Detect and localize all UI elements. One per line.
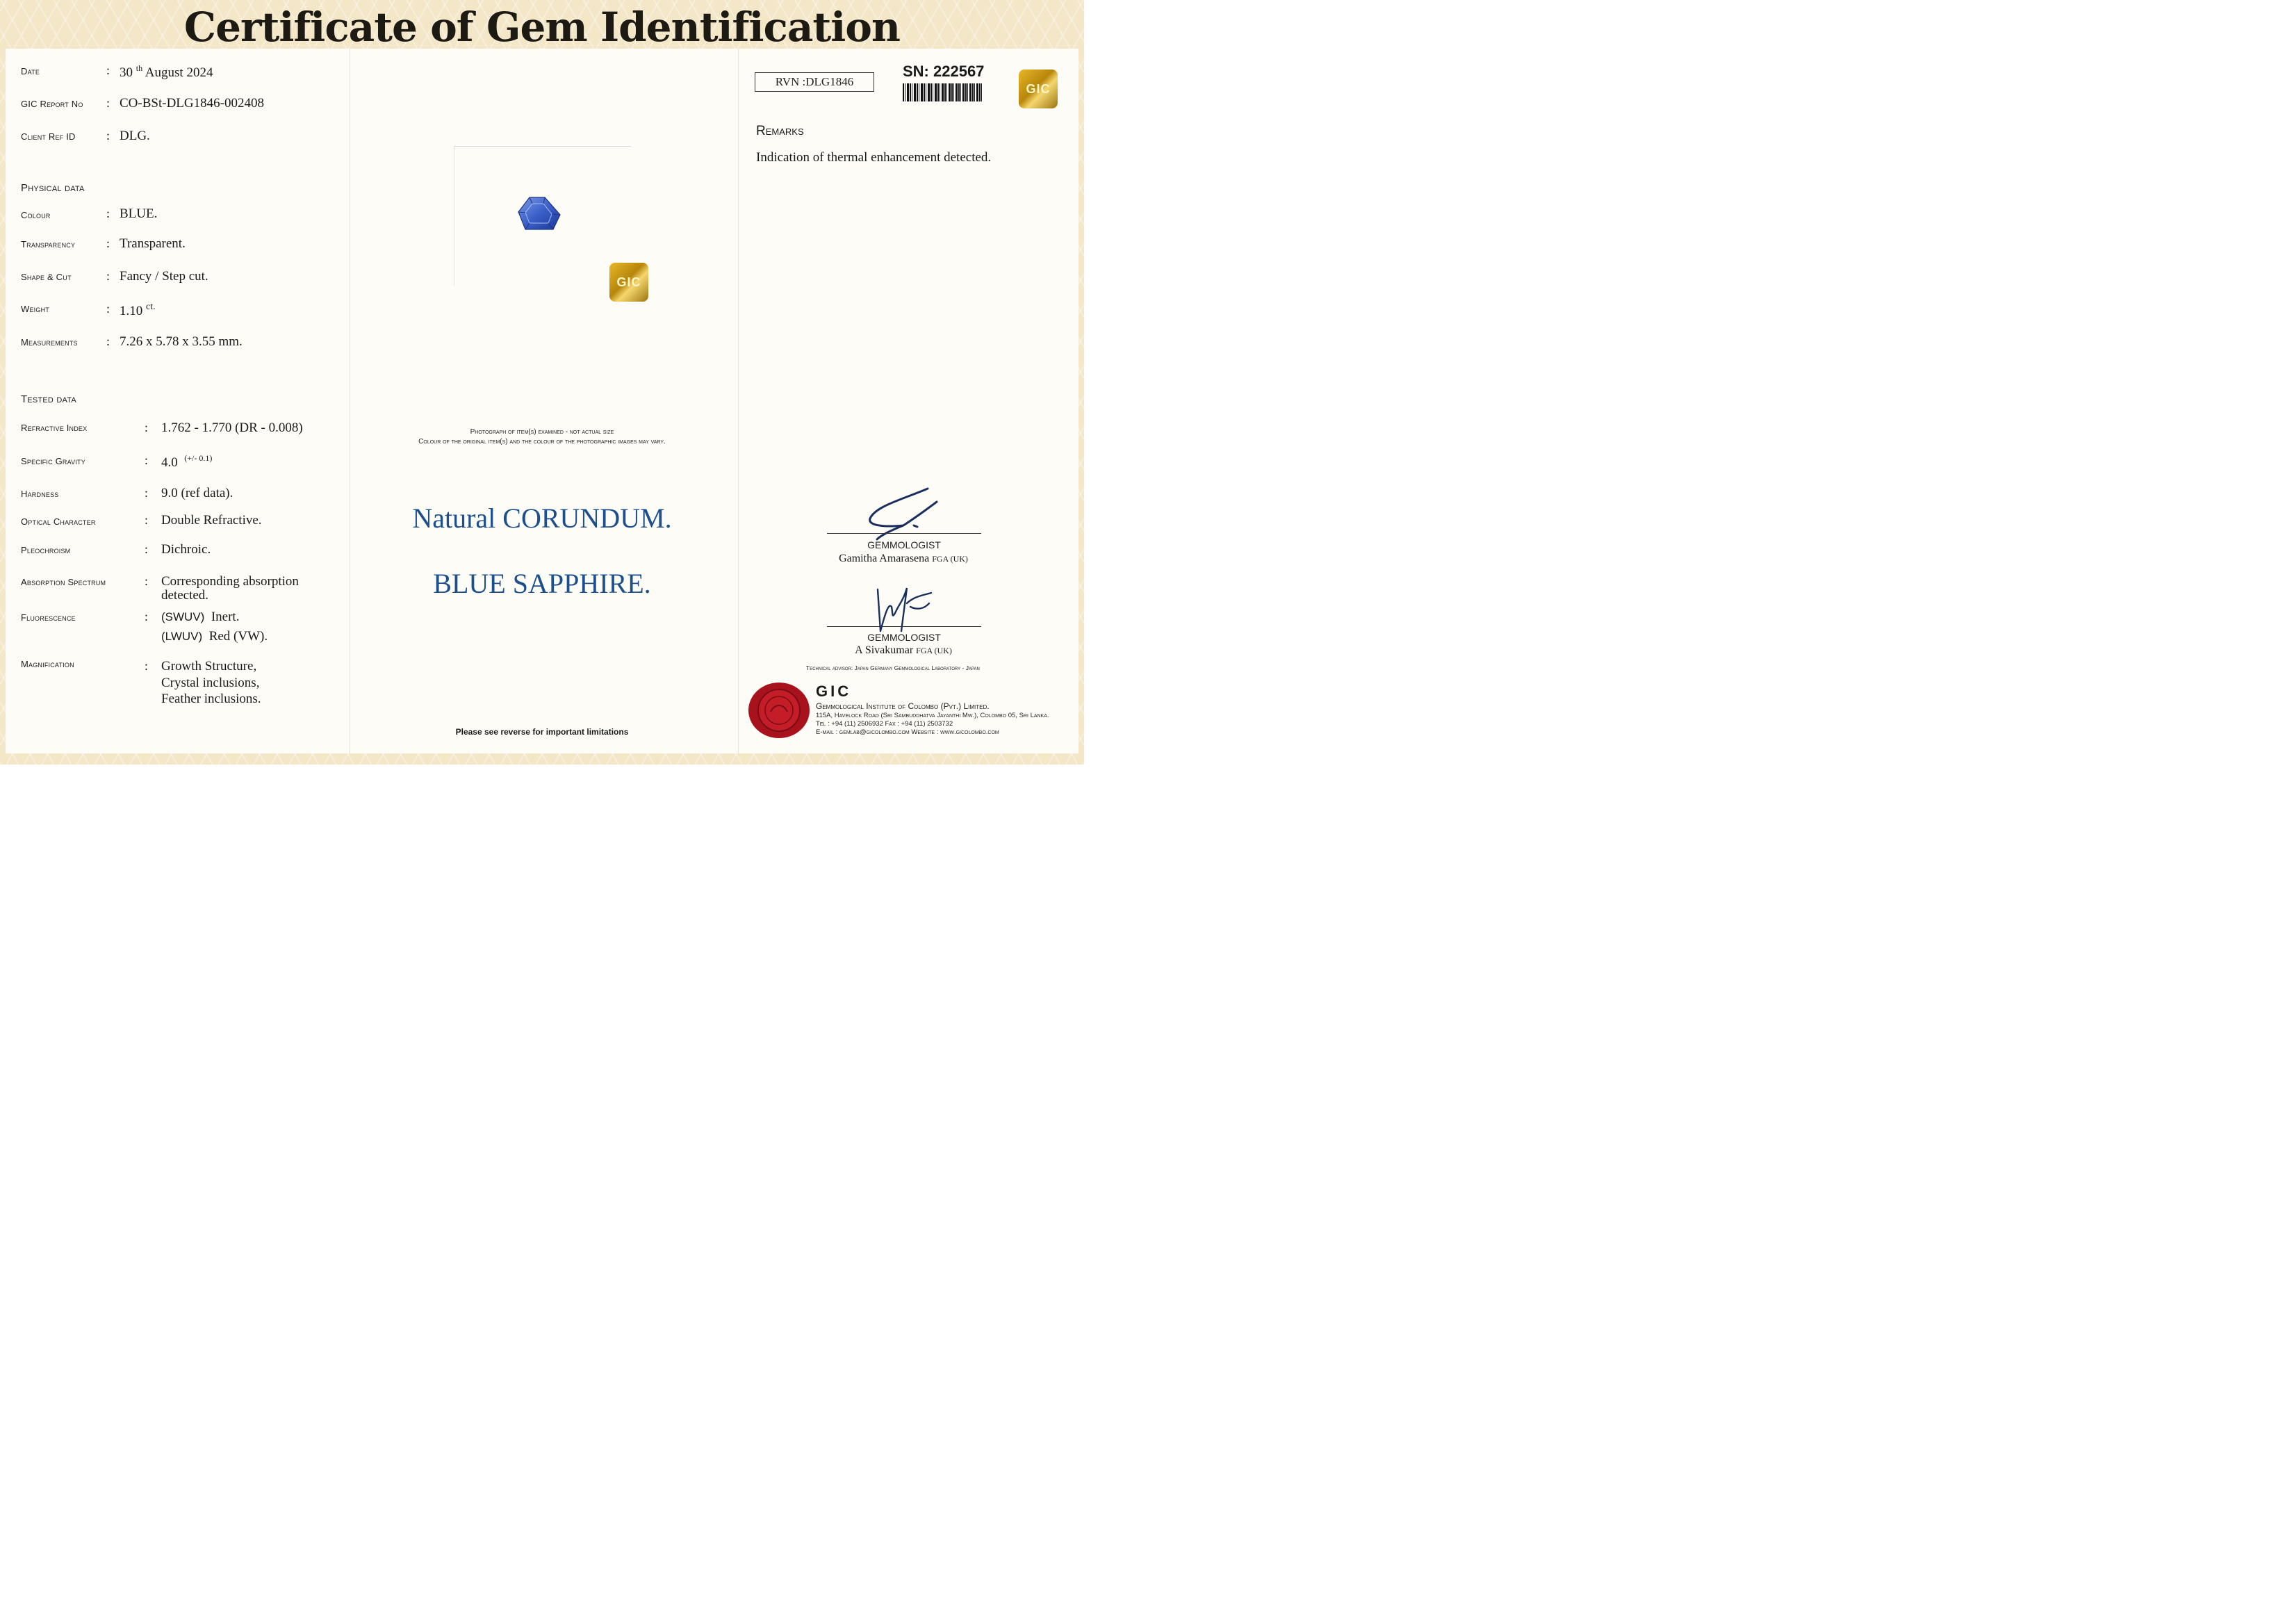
pleochroism-label: Pleochroism	[21, 545, 71, 555]
colon: :	[106, 334, 110, 348]
certificate	[0, 0, 1084, 765]
client-ref-value: DLG.	[120, 129, 150, 143]
org-address: 115A, Havelock Road (Sri Sambuddhatva Jayanthi Mw.), Colombo 05, Sri Lanka.	[816, 712, 1049, 719]
report-no-value: CO-BSt-DLG1846-002408	[120, 96, 264, 111]
colour-label: Colour	[21, 210, 51, 220]
hardness-value: 9.0 (ref data).	[161, 486, 233, 500]
gemmologist-1-name: Gamitha Amarasena FGA (UK)	[839, 553, 968, 564]
colon: :	[106, 206, 110, 220]
sg-label: Specific Gravity	[21, 456, 85, 466]
remarks-text: Indication of thermal enhancement detected.	[756, 150, 992, 165]
gemstone-image	[517, 195, 561, 231]
optical-label: Optical Character	[21, 516, 96, 527]
signature-1	[862, 485, 945, 541]
gic-hologram-top: GIC	[1019, 70, 1058, 108]
colon: :	[145, 486, 149, 500]
signature-line-2	[827, 626, 981, 627]
weight-label: Weight	[21, 304, 49, 314]
result-variety: BLUE SAPPHIRE.	[433, 568, 651, 599]
gic-logo-text: GIC	[816, 683, 852, 700]
absorption-label: Absorption Spectrum	[21, 577, 106, 587]
org-phone: Tel : +94 (11) 2506932 Fax : +94 (11) 2503732	[816, 720, 953, 728]
hardness-label: Hardness	[21, 489, 59, 499]
fluorescence-lwuv: (LWUV) Red (VW).	[161, 629, 268, 644]
colon: :	[106, 236, 110, 250]
magnification-value-3: Feather inclusions.	[161, 692, 261, 706]
fluorescence-label: Fluorescence	[21, 612, 76, 623]
technical-advisor: Technical advisor: Japan Germany Gemmological Laboratory - Japan	[806, 664, 980, 671]
colon: :	[145, 453, 149, 467]
org-name: Gemmological Institute of Colombo (Pvt.) Limited.	[816, 701, 990, 711]
gemmologist-2-name: A Sivakumar FGA (UK)	[855, 644, 952, 656]
date-value: 30 $^{th}$ August 2024	[120, 63, 213, 80]
ri-value: 1.762 - 1.770 (DR - 0.008)	[161, 420, 303, 435]
client-ref-label: Client Ref ID	[21, 131, 76, 142]
colon: :	[106, 129, 110, 142]
absorption-value-1: Corresponding absorption	[161, 574, 299, 589]
fluorescence-swuv: (SWUV) Inert.	[161, 610, 240, 624]
report-no-label: GIC Report No	[21, 99, 83, 109]
colon: :	[106, 302, 110, 316]
photo-caption-1: Photograph of item(s) examined - not actual size	[470, 428, 614, 436]
magnification-value-1: Growth Structure,	[161, 659, 257, 673]
photo-caption-2: Colour of the original item(s) and the colour of the photographic images may vary.	[418, 438, 666, 446]
colon: :	[145, 513, 149, 527]
colon: :	[145, 610, 149, 623]
reverse-note: Please see reverse for important limitations	[455, 727, 629, 737]
colon: :	[106, 63, 110, 77]
colon: :	[106, 269, 110, 283]
signature-line-1	[827, 533, 981, 534]
rvn-box: RVN :DLG1846	[755, 72, 874, 92]
measurements-label: Measurements	[21, 337, 78, 348]
remarks-heading: Remarks	[756, 124, 804, 138]
weight-value: 1.10 $^{ct.}$	[120, 302, 156, 318]
signature-2	[865, 582, 942, 638]
org-email: E-mail : gemlab@gicolombo.com Website : www.gicolombo.com	[816, 728, 999, 736]
absorption-value-2: detected.	[161, 588, 209, 603]
magnification-label: Magnification	[21, 659, 74, 669]
optical-value: Double Refractive.	[161, 513, 262, 528]
physical-data-heading: Physical data	[21, 182, 85, 194]
fold-line-right	[738, 49, 739, 753]
sg-value: 4.0 $^{(+/- 0.1)}$	[161, 453, 213, 470]
gemmologist-1-role: GEMMOLOGIST	[867, 539, 941, 550]
result-species: Natural CORUNDUM.	[412, 503, 672, 534]
barcode	[903, 83, 983, 101]
gic-hologram: GIC	[609, 263, 648, 302]
colon: :	[106, 96, 110, 110]
colon: :	[145, 420, 149, 434]
magnification-value-2: Crystal inclusions,	[161, 676, 260, 690]
wax-seal	[747, 681, 811, 740]
serial-number: SN: 222567	[903, 63, 985, 80]
measurements-value: 7.26 x 5.78 x 3.55 mm.	[120, 334, 243, 349]
colon: :	[145, 542, 149, 556]
transparency-value: Transparent.	[120, 236, 186, 251]
shape-cut-value: Fancy / Step cut.	[120, 269, 208, 284]
date-label: Date	[21, 66, 40, 76]
colour-value: BLUE.	[120, 206, 158, 221]
certificate-title: Certificate of Gem Identification	[183, 3, 901, 51]
gemmologist-2-role: GEMMOLOGIST	[867, 632, 941, 643]
colon: :	[145, 659, 149, 673]
ri-label: Refractive Index	[21, 423, 88, 433]
tested-data-heading: Tested data	[21, 393, 76, 405]
pleochroism-value: Dichroic.	[161, 542, 211, 557]
shape-cut-label: Shape & Cut	[21, 272, 72, 282]
transparency-label: Transparency	[21, 239, 76, 250]
colon: :	[145, 574, 149, 588]
